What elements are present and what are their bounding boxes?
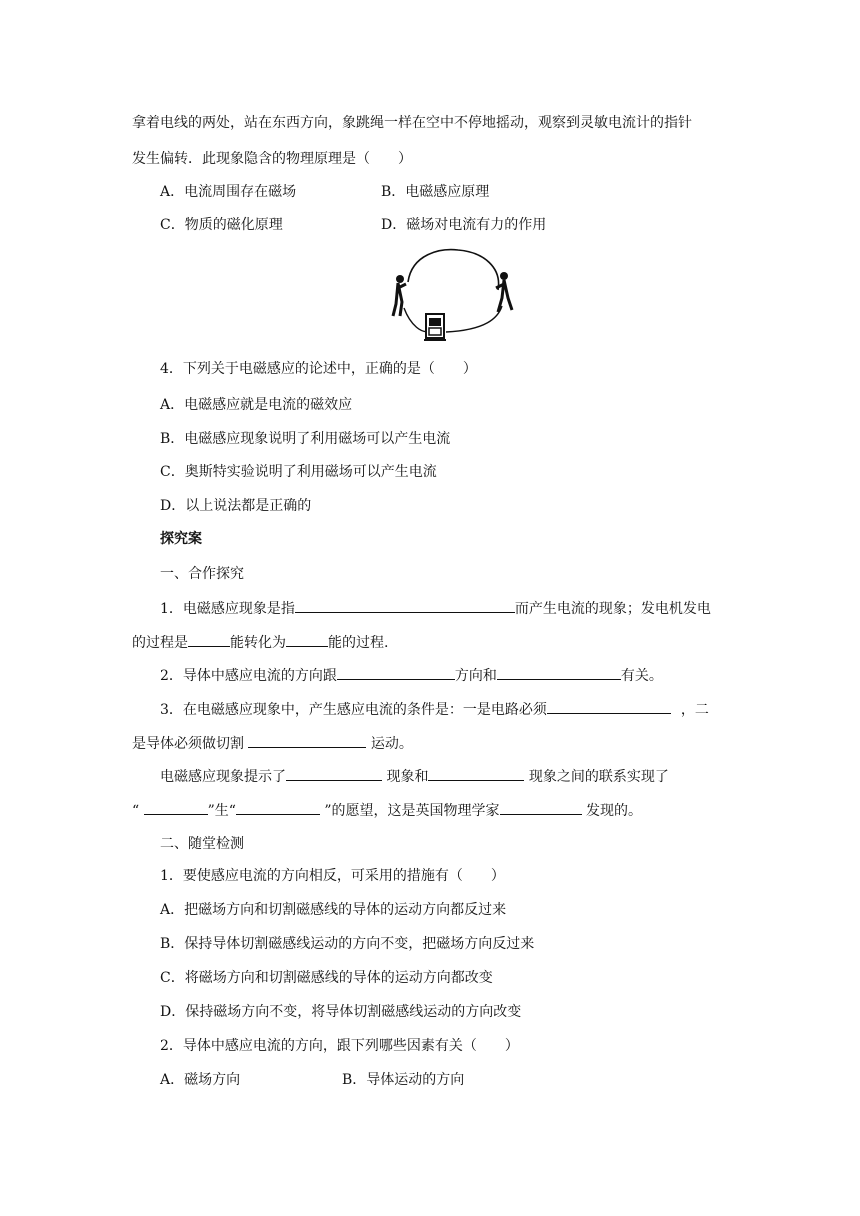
q4-option-c: C．奥斯特实验说明了利用磁场可以产生电流 — [160, 464, 437, 480]
inquiry-4-text-f: ”的愿望，这是英国物理学家 — [319, 803, 500, 819]
inquiry-item-3-line2 — [132, 733, 413, 753]
q3-text-line2: 发生偏转．此现象隐含的物理原理是（ ） — [132, 151, 412, 167]
check-q1-stem: 1．要使感应电流的方向相反，可采用的措施有（ ） — [160, 868, 505, 884]
check-q2-option-a: A．磁场方向 — [160, 1072, 241, 1088]
answer-blank[interactable] — [286, 766, 382, 781]
answer-blank[interactable] — [248, 733, 366, 748]
q4-option-b: B．电磁感应现象说明了利用磁场可以产生电流 — [160, 431, 451, 447]
part1-heading: 一、合作探究 — [160, 566, 244, 582]
q4-option-d: D．以上说法都是正确的 — [160, 498, 312, 514]
q3-option-d: D．磁场对电流有力的作用 — [381, 217, 547, 233]
answer-blank[interactable] — [188, 632, 230, 647]
inquiry-1-text-e: 能的过程. — [328, 635, 389, 651]
q4-option-a: A．电磁感应就是电流的磁效应 — [160, 397, 353, 413]
inquiry-2-text-a: 2．导体中感应电流的方向跟 — [160, 668, 337, 684]
q4-stem: 4．下列关于电磁感应的论述中，正确的是（ ） — [160, 361, 477, 377]
inquiry-3-text-a: 3．在电磁感应现象中，产生感应电流的条件是：一是电路必须 — [160, 702, 547, 718]
check-q2-option-b: B．导体运动的方向 — [342, 1072, 465, 1088]
inquiry-1-text-a: 1．电磁感应现象是指 — [160, 601, 295, 617]
answer-blank[interactable] — [497, 665, 621, 680]
answer-blank[interactable] — [236, 800, 320, 815]
inquiry-4-text-c: 现象之间的联系实现了 — [524, 769, 669, 785]
inquiry-4-text-e: ”生“ — [207, 803, 236, 819]
answer-blank[interactable] — [547, 699, 671, 714]
q3-option-b: B．电磁感应原理 — [381, 184, 490, 200]
inquiry-1-text-b: 而产生电流的现象；发电机发电 — [514, 601, 711, 617]
check-q1-option-a: A．把磁场方向和切割磁感线的导体的运动方向都反过来 — [160, 902, 507, 918]
section-title: 探究案 — [160, 531, 202, 547]
check-q1-option-b: B．保持导体切割磁感线运动的方向不变，把磁场方向反过来 — [160, 936, 535, 952]
answer-blank[interactable] — [286, 632, 328, 647]
answer-blank[interactable] — [144, 800, 208, 815]
answer-blank[interactable] — [428, 766, 524, 781]
q3-option-a: A．电流周围存在磁场 — [160, 184, 297, 200]
inquiry-item-4-line1 — [160, 766, 669, 786]
q3-text-line1: 拿着电线的两处，站在东西方向，象跳绳一样在空中不停地摇动，观察到灵敏电流计的指针 — [132, 115, 692, 131]
part2-heading: 二、随堂检测 — [160, 836, 244, 852]
inquiry-item-1-line1 — [160, 598, 711, 618]
inquiry-2-text-c: 有关。 — [620, 668, 663, 684]
inquiry-item-3-line1 — [160, 699, 709, 719]
inquiry-item-2 — [160, 665, 663, 685]
inquiry-item-1-line2 — [132, 632, 388, 652]
galvanometer-icon — [424, 314, 446, 340]
answer-blank[interactable] — [500, 800, 582, 815]
check-q1-option-d: D．保持磁场方向不变，将导体切割磁感线运动的方向改变 — [160, 1004, 522, 1020]
inquiry-4-text-d: “ — [132, 803, 144, 819]
inquiry-3-text-b: ，二 — [680, 702, 709, 718]
inquiry-item-4-line2 — [132, 800, 642, 820]
inquiry-4-text-b: 现象和 — [382, 769, 429, 785]
inquiry-3-text-c: 是导体必须做切割 — [132, 736, 249, 752]
inquiry-1-text-d: 能转化为 — [230, 635, 286, 651]
answer-blank[interactable] — [295, 598, 515, 613]
inquiry-4-text-a: 电磁感应现象提示了 — [160, 769, 286, 785]
jump-rope-galvanometer-figure — [388, 246, 518, 346]
check-q2-stem: 2．导体中感应电流的方向，跟下列哪些因素有关（ ） — [160, 1038, 519, 1054]
answer-blank[interactable] — [337, 665, 455, 680]
check-q1-option-c: C．将磁场方向和切割磁感线的导体的运动方向都改变 — [160, 970, 493, 986]
figure-svg — [388, 246, 518, 346]
q3-option-c: C．物质的磁化原理 — [160, 217, 283, 233]
inquiry-2-text-b: 方向和 — [454, 668, 497, 684]
inquiry-1-text-c: 的过程是 — [132, 635, 188, 651]
inquiry-4-text-g: 发现的。 — [581, 803, 642, 819]
inquiry-3-text-d: 运动。 — [366, 736, 413, 752]
